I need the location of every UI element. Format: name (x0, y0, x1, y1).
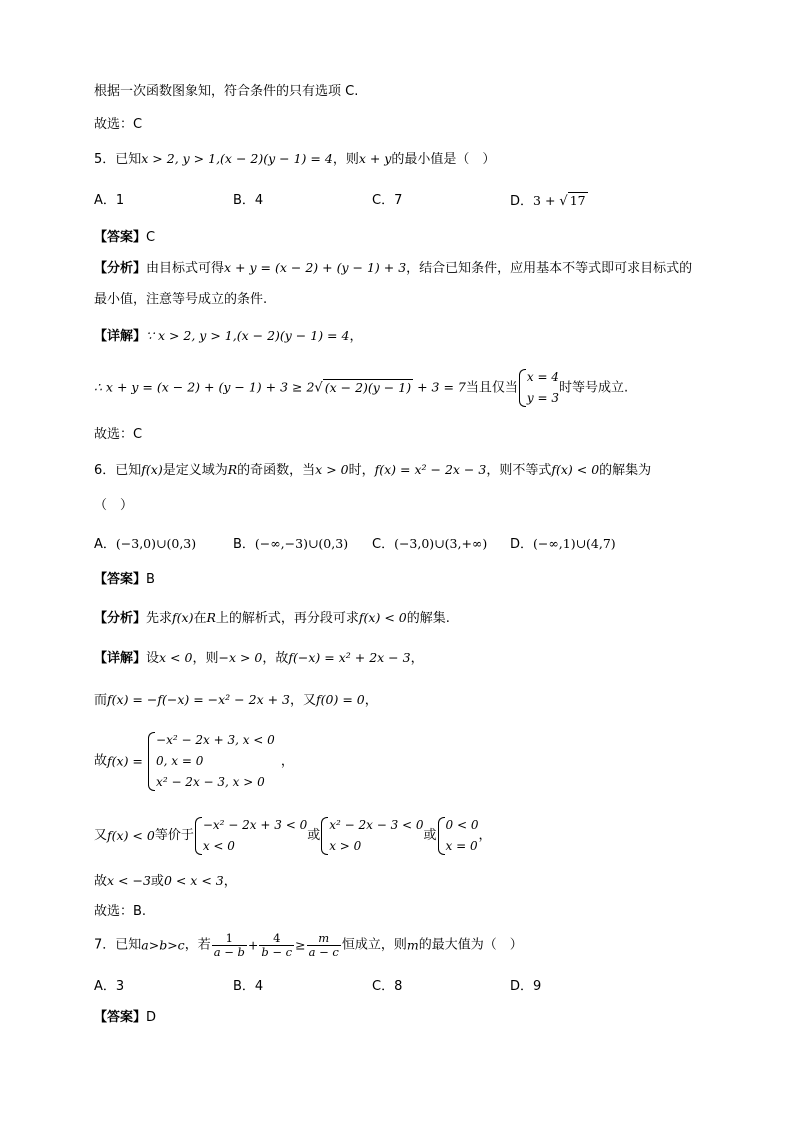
q5-option-d: D．3 + √ 17 (510, 193, 586, 209)
q4-choice: 故选：C (94, 117, 143, 132)
q6-option-c: C．(−3,0)∪(3,+∞) (372, 536, 488, 552)
q6-answer: 【答案】B (94, 572, 155, 587)
q6-detail-result: 故x < −3或0 < x < 3， (94, 873, 237, 889)
q5-stem: 5．已知x > 2, y > 1,(x − 2)(y − 1) = 4，则x + y的最小值是（ ） (94, 151, 496, 167)
q6-detail-systems: 又f(x) < 0等价于 −x² − 2x + 3 < 0 x < 0 或 x² − 2x − 3 < 0 x > 0 或 0 < 0 x = 0 ， (94, 815, 492, 857)
system-brace-3: 0 < 0 x = 0 (437, 815, 479, 857)
q5-detail-line1: 【详解】∵ x > 2, y > 1,(x − 2)(y − 1) = 4， (94, 328, 363, 344)
q6-option-b: B．(−∞,−3)∪(0,3) (233, 536, 349, 552)
q7-answer: 【答案】D (94, 1010, 157, 1025)
q6-detail-line2: 而f(x) = −f(−x) = −x² − 2x + 3，又f(0) = 0， (94, 692, 378, 708)
q5-option-a: A．1 (94, 193, 125, 208)
q6-analysis: 【分析】先求f(x)在R上的解析式，再分段可求f(x) < 0的解集. (94, 610, 450, 626)
q7-option-a: A．3 (94, 979, 125, 994)
q5-answer: 【答案】C (94, 230, 156, 245)
q7-stem: 7．已知a>b>c，若 $\frac{1}{a - b}$ + $\frac{4}{b - c}$ ≥ $\frac{m}{a - c}$ 恒成立，则m的最大值为（ ） (94, 931, 523, 959)
q5-detail-line2: ∴ x + y = (x − 2) + (y − 1) + 3 ≥ 2√ (x − 2)(y − 1) + 3 = 7当且仅当 x = 4 y = 3 时等号成立. (94, 367, 628, 409)
piecewise-brace: −x² − 2x + 3, x < 0 0, x = 0 x² − 2x − 3, x > 0 (147, 730, 275, 793)
q5-option-c: C．7 (372, 193, 403, 208)
q6-stem-line1: 6．已知f(x)是定义域为R的奇函数，当x > 0时，f(x) = x² − 2x − 3，则不等式f(x) < 0的解集为 (94, 462, 652, 478)
q7-option-c: C．8 (372, 979, 403, 994)
q6-detail-line1: 【详解】设x < 0，则−x > 0，故f(−x) = x² + 2x − 3， (94, 650, 424, 666)
q6-option-a: A．(−3,0)∪(0,3) (94, 536, 197, 552)
system-brace-2: x² − 2x − 3 < 0 x > 0 (320, 815, 423, 857)
fraction-1: $\frac{1}{a - b}$ (213, 931, 245, 959)
q6-detail-piecewise: 故f(x) = −x² − 2x + 3, x < 0 0, x = 0 x² − 2x − 3, x > 0 ， (94, 730, 294, 793)
intro-conclusion: 根据一次函数图象知，符合条件的只有选项 C. (94, 84, 359, 99)
q6-option-d: D．(−∞,1)∪(4,7) (510, 536, 616, 552)
q5-option-b: B．4 (233, 193, 264, 208)
fraction-2: $\frac{4}{b - c}$ (261, 931, 293, 959)
q5-analysis-line2: 最小值，注意等号成立的条件. (94, 292, 268, 307)
q7-option-d: D．9 (510, 979, 542, 994)
q7-option-b: B．4 (233, 979, 264, 994)
q5-analysis-line1: 【分析】由目标式可得x + y = (x − 2) + (y − 1) + 3，结合已知条件，应用基本不等式即可求目标式的 (94, 260, 693, 276)
q6-stem-line2: （ ） (94, 498, 134, 513)
system-brace-1: −x² − 2x + 3 < 0 x < 0 (194, 815, 307, 857)
fraction-3: $\frac{m}{a - c}$ (308, 931, 339, 959)
q6-choice: 故选：B. (94, 904, 147, 919)
q5-condition-brace: x = 4 y = 3 (518, 367, 559, 409)
q5-choice: 故选：C (94, 427, 143, 442)
